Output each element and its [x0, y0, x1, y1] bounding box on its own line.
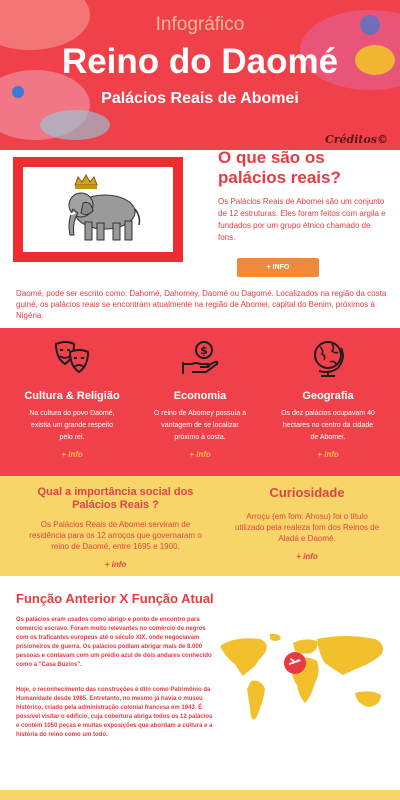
paint-splash-decoration — [40, 110, 110, 140]
topic-culture-more-link[interactable]: + info — [61, 450, 83, 459]
elephant-crown-icon — [23, 167, 173, 252]
footer-bar — [0, 790, 400, 800]
importance-title: Qual a importância social dos Palácios Reais ? — [37, 486, 194, 511]
function-section — [0, 576, 400, 800]
svg-text:$: $ — [200, 344, 208, 357]
topic-geography-text: Os dez palácios ocupavam 40 hectares no centro da cidade de Abomei. — [281, 410, 375, 441]
importance-block — [28, 486, 203, 569]
curiosity-more-link[interactable]: + info — [296, 552, 318, 561]
function-title: Função Anterior X Função Atual — [16, 591, 214, 606]
header-banner — [0, 0, 400, 150]
curiosity-title: Curiosidade — [269, 485, 345, 500]
what-are-description: Os Palácios Reais de Abomei são um conjunto de 12 estruturas. Eles foram feitos com argila e fundados por um grupo étnico chamado de fons. — [218, 197, 386, 242]
topic-culture-title: Cultura & Religião — [24, 390, 120, 402]
dahomey-note: Daomé, pode ser escrito como: Dahomé, Dahomey, Daomé ou Dagomé. Localizados na região da costa guiné, os palácios reais se encontram atualmente na região de Abomei, capital do Benim, próximos à Nigéria. — [16, 289, 387, 320]
topic-economy — [136, 328, 264, 459]
more-info-button[interactable]: + INFO — [237, 258, 319, 277]
topic-economy-more-link[interactable]: + info — [189, 450, 211, 459]
importance-curiosity-section — [0, 476, 400, 576]
what-are-section — [0, 150, 400, 328]
page-title: Reino do Daomé — [61, 42, 339, 81]
topic-culture-text: Na cultura do povo Daomé, existia um grande respeito pelo rei. — [29, 410, 115, 441]
function-present-paragraph: Hoje, o reconhecimento das construções é dito como Patrimônio da Humanidade desde 1985. Entretanto, no mesmo já havia o museu histórico, criado pela administração colonial francesa em 1943. É possível visitar o edifício, cuja cobertura abriga todos os 12 palácios e contém 1050 peças e muitas exposições que abordam a cultura e a história do reino como um todo. — [16, 687, 213, 738]
topic-geography — [264, 328, 392, 459]
credits-link[interactable]: Créditos© — [324, 133, 388, 146]
dahomey-flag-image — [13, 157, 183, 262]
world-map-icon — [215, 631, 395, 741]
topic-economy-text: O reino de Abomey possuía a vantagem de se localizar próximo à costa. — [153, 410, 247, 441]
page-subtitle: Palácios Reais de Abomei — [101, 90, 299, 107]
function-past-paragraph: Os palácios eram usados como abrigo e ponto de encontro para comércio escravo. Foram muito relevantes no comércio de negros com os traficantes europeus até o século XIX, onde negociavam prisioneiros de guerra. Os palácios podiam abrigar mais de 8.000 pessoas e contavam com um prédio azul de dois andares conhecido como a "Casa Búzios". — [16, 617, 212, 668]
theater-masks-icon — [52, 338, 92, 378]
topic-economy-title: Economia — [173, 390, 227, 402]
curiosity-block — [232, 486, 382, 561]
topic-geography-title: Geografia — [302, 390, 354, 402]
importance-more-link[interactable]: + info — [104, 560, 127, 569]
globe-icon — [308, 338, 348, 378]
topic-culture — [8, 328, 136, 459]
what-are-heading: O que são os palácios reais? — [218, 148, 341, 187]
kicker-text: Infográfico — [155, 14, 245, 35]
topic-geography-more-link[interactable]: + info — [317, 450, 339, 459]
money-hand-icon — [180, 338, 220, 378]
importance-text: Os Palácios Reais de Abomei serviram de residência para os 12 arroços que governaram o reino de Daomé, entre 1695 e 1900. — [29, 520, 202, 551]
topics-section — [0, 328, 400, 476]
curiosity-text: Arroçu (em fom: Ahosu) foi o título utilizado pela realeza fom dos Reinos de Aladá e Daomé. — [234, 512, 380, 543]
